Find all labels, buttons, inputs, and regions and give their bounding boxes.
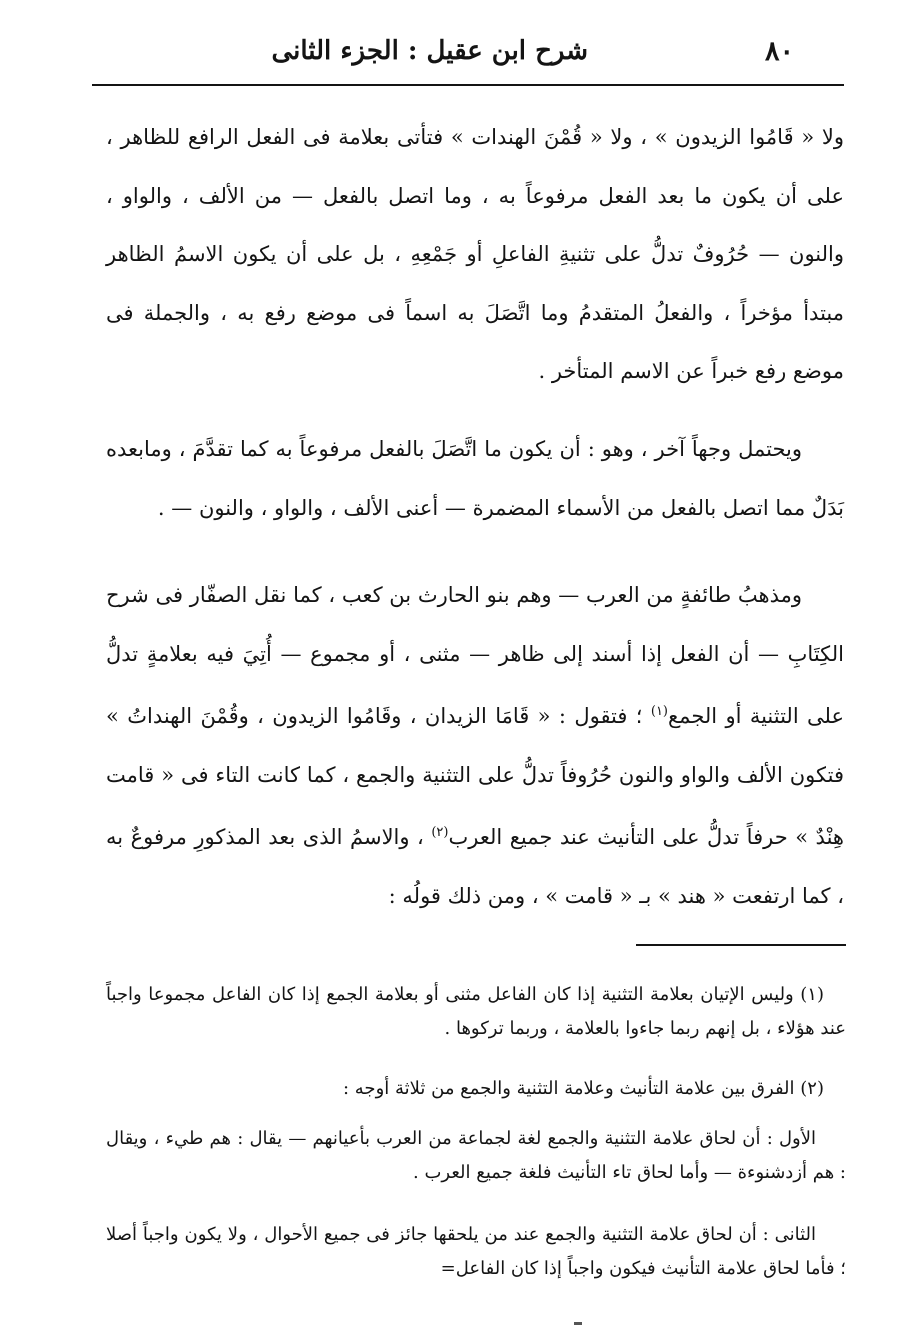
footnote-2-point-2: الثانى : أن لحاق علامة التثنية والجمع عند من يلحقها جائز فى جميع الأحوال ، ولا يكون واجباً أصلا ؛ فأما لحاق علامة التأنيث فيكون واجباً إذا كان الفاعل= bbox=[106, 1224, 846, 1279]
paragraph-1: ولا « قَامُوا الزيدون » ، ولا « قُمْنَ الهندات » فتأتى بعلامة فى الفعل الرافع للظاهر ، على أن يكون ما بعد الفعل مرفوعاً به ، وما اتصل بالفعل — من الألف ، والواو ، والنون — حُرُوفٌ تدلُّ على تثنيةِ الفاعلِ أو جَمْعِهِ ، بل على أن يكون الاسمُ الظاهر مبتدأ مؤخراً ، والفعلُ المتقدمُ وما اتَّصَلَ به اسماً فى موضع رفع به ، والجملة فى موضع رفع خبراً عن الاسم المتأخر . bbox=[106, 125, 844, 383]
footnote-ref-1: (١) bbox=[650, 704, 668, 719]
paragraph-3-part-b: ؛ فتقول : « قَامَا الزيدان ، وقَامُوا الزيدون ، وقُمْنَ الهنداتُ » فتكون الألف والواو والنون حُرُوفاً تدلُّ على التثنية والجمع ، كما كانت التاء فى « قامت هِنْدٌ » حرفاً تدلُّ على التأنيث عند جميع العرب bbox=[106, 704, 844, 849]
page-number: ٨٠ bbox=[764, 36, 794, 67]
page-header bbox=[92, 34, 844, 88]
header-rule bbox=[92, 84, 844, 86]
footnote-ref-2: (٢) bbox=[431, 825, 449, 840]
running-title: شرح ابن عقيل : الجزء الثانى bbox=[271, 36, 588, 66]
paragraph-3-part-c: ، والاسمُ الذى بعد المذكورِ مرفوعٌ به ، كما ارتفعت « هند » بـ « قامت » ، ومن ذلك قولُه : bbox=[106, 825, 844, 908]
paragraph-2: ويحتمل وجهاً آخر ، وهو : أن يكون ما اتَّصَلَ بالفعل مرفوعاً به كما تقدَّمَ ، ومابعده بَدَلٌ مما اتصل بالفعل من الأسماء المضمرة — أعنى الألف ، والواو ، والنون — . bbox=[106, 437, 844, 520]
footnote-separator bbox=[636, 944, 846, 946]
footnote-2: (٢) الفرق بين علامة التأنيث وعلامة التثنية والجمع من ثلاثة أوجه : bbox=[343, 1078, 824, 1099]
print-mark bbox=[574, 1322, 582, 1325]
paragraph-3-part-a: ومذهبُ طائفةٍ من العرب — وهم بنو الحارث بن كعب ، كما نقل الصفّار فى شرح الكِتَابِ — أن الفعل إذا أسند إلى ظاهر — مثنى ، أو مجموع — أُتِيَ فيه بعلامةٍ تدلُّ على التثنية أو الجمع bbox=[106, 583, 845, 728]
footnote-1: (١) وليس الإتيان بعلامة التثنية إذا كان الفاعل مثنى أو بعلامة الجمع إذا كان الفاعل مجموعا واجباً عند هؤلاء ، بل إنهم ربما جاءوا بالعلامة ، وربما تركوها . bbox=[106, 984, 846, 1039]
footnote-2-point-1: الأول : أن لحاق علامة التثنية والجمع لغة لجماعة من العرب بأعيانهم — يقال : هم طيء ، ويقال : هم أزدشنوءة — وأما لحاق تاء التأنيث فلغة جميع العرب . bbox=[106, 1128, 846, 1183]
paragraph-3 bbox=[106, 566, 844, 925]
